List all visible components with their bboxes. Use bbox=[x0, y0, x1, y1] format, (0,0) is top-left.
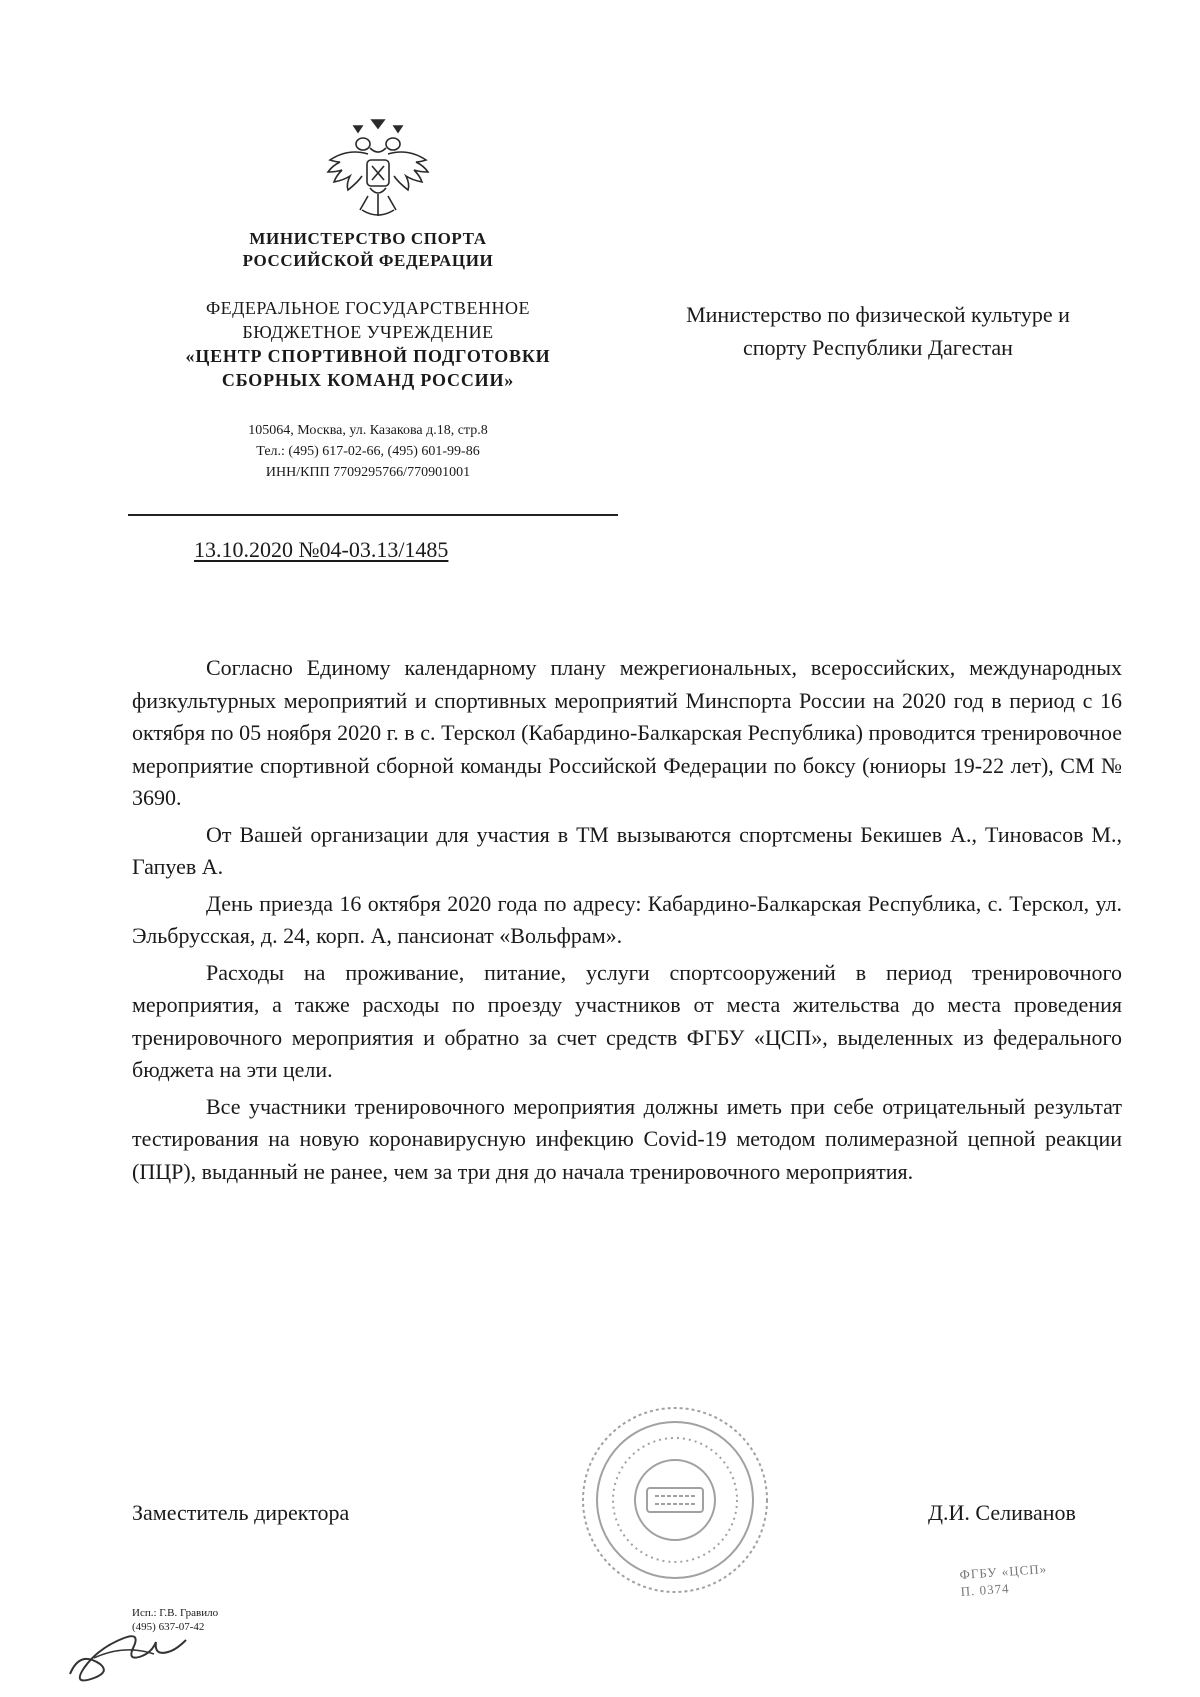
corner-stamp bbox=[959, 1560, 1049, 1600]
phone-line: Тел.: (495) 617-02-66, (495) 601-99-86 bbox=[256, 444, 480, 459]
body-paragraph: День приезда 16 октября 2020 года по адресу: Кабардино-Балкарская Республика, с. Терскол, ул. Эльбрусская, д. 24, корп. А, пансионат «Вольфрам». bbox=[132, 890, 1122, 948]
organization-address bbox=[148, 420, 588, 483]
org-line: СБОРНЫХ КОМАНД РОССИИ» bbox=[221, 370, 515, 390]
letter-body bbox=[132, 652, 1122, 1192]
org-line: ФЕДЕРАЛЬНОЕ ГОСУДАРСТВЕННОЕ bbox=[205, 298, 531, 318]
executor-phone: (495) 637-07-42 bbox=[132, 1621, 205, 1633]
inn-line: ИНН/КПП 7709295766/770901001 bbox=[265, 465, 471, 480]
addressee-line: Министерство по физической культуре и bbox=[686, 302, 1070, 327]
org-line: «ЦЕНТР СПОРТИВНОЙ ПОДГОТОВКИ bbox=[185, 346, 551, 366]
ministry-name bbox=[148, 228, 588, 272]
body-paragraph: Согласно Единому календарному плану межрегиональных, всероссийских, международных физкультурных мероприятий и спортивных мероприятий Минспорта России на 2020 год в период с 16 октября по 05 ноября 2020 г. в с. Терскол (Кабардино-Балкарская Республика) проводится тренировочное мероприятие спортивной сборной команды Российской Федерации по боксу (юниоры 19-22 лет), СМ № 3690. bbox=[132, 655, 1122, 810]
ministry-line: РОССИЙСКОЙ ФЕДЕРАЦИИ bbox=[242, 251, 494, 270]
handwritten-signature-icon bbox=[64, 1608, 194, 1688]
registration-number: 13.10.2020 №04-03.13/1485 bbox=[194, 537, 449, 562]
signatory-title: Заместитель директора bbox=[132, 1500, 350, 1525]
executor-name: Исп.: Г.В. Гравило bbox=[132, 1607, 219, 1619]
russian-double-headed-eagle-icon bbox=[318, 110, 438, 230]
header-divider bbox=[128, 514, 618, 516]
address-line: 105064, Москва, ул. Казакова д.18, стр.8 bbox=[248, 423, 488, 438]
corner-stamp-line: П. 0374 bbox=[960, 1580, 1010, 1600]
body-paragraph: Все участники тренировочного мероприятия должны иметь при себе отрицательный результат тестирования на новую коронавирусную инфекцию Covid-19 методом полимеразной цепной реакции (ПЦР), выданный не ранее, чем за три дня до начала тренировочного мероприятия. bbox=[132, 1093, 1122, 1184]
org-line: БЮДЖЕТНОЕ УЧРЕЖДЕНИЕ bbox=[242, 322, 494, 342]
ministry-line: МИНИСТЕРСТВО СПОРТА bbox=[249, 229, 487, 248]
signatory-name: Д.И. Селиванов bbox=[928, 1500, 1076, 1525]
body-paragraph: От Вашей организации для участия в ТМ вызываются спортсмены Бекишев А., Тиновасов М., Гапуев А. bbox=[132, 821, 1122, 879]
round-seal-icon bbox=[575, 1400, 775, 1600]
addressee bbox=[628, 298, 1128, 364]
addressee-line: спорту Республики Дагестан bbox=[743, 335, 1013, 360]
corner-stamp-line: ФГБУ «ЦСП» bbox=[958, 1560, 1048, 1583]
organization-name bbox=[148, 296, 588, 392]
body-paragraph: Расходы на проживание, питание, услуги спортсооружений в период тренировочного мероприятия, а также расходы по проезду участников от места жительства до места проведения тренировочного мероприятия и обратно за счет средств ФГБУ «ЦСП», выделенных из федерального бюджета на эти цели. bbox=[132, 959, 1122, 1082]
